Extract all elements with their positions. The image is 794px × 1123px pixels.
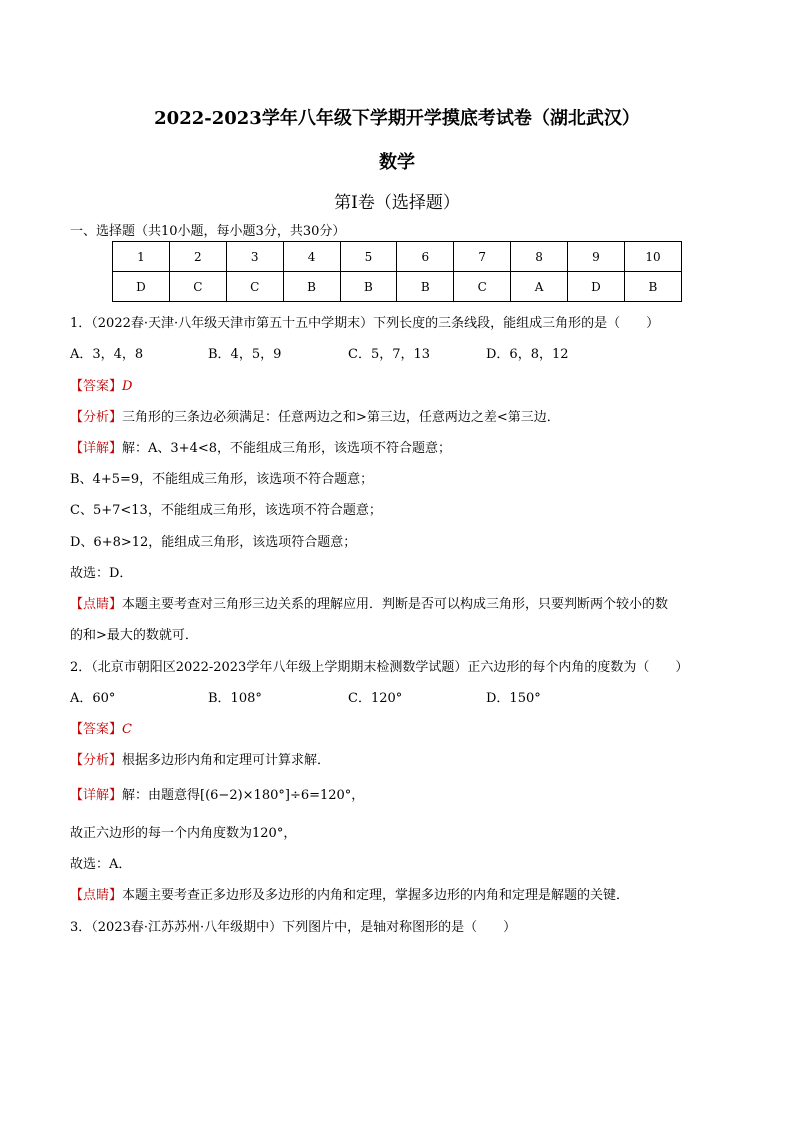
table-cell: 3 (226, 242, 283, 272)
answer-value: C (122, 722, 132, 737)
table-cell: D (568, 272, 625, 302)
detail-text: 解：A、3+4<8，不能组成三角形，该选项不符合题意； (122, 441, 452, 456)
table-cell: D (113, 272, 170, 302)
q2-comment-line-1 (70, 884, 629, 903)
q1-detail-line-4: D、6+8>12，能组成三角形，该选项符合题意； (70, 535, 357, 550)
q1-option-d: D．6，8，12 (486, 347, 569, 362)
comment-text: 本题主要考查正多边形及多边形的内角和定理，掌握多边形的内角和定理是解题的关键． (122, 888, 630, 903)
q2-option-a: A．60° (70, 691, 116, 706)
q2-analysis-line (70, 749, 330, 768)
table-cell: C (169, 272, 226, 302)
analysis-text: 根据多边形内角和定理可计算求解． (122, 753, 331, 768)
answer-tag: 【答案】 (70, 722, 123, 737)
q1-detail-line-1 (70, 437, 451, 456)
volume-heading: 第Ⅰ卷（选择题） (334, 193, 460, 213)
table-cell: 1 (113, 242, 170, 272)
table-cell: B (624, 272, 681, 302)
exam-subject: 数学 (379, 152, 415, 173)
table-cell: 5 (340, 242, 397, 272)
detail-tag: 【详解】 (70, 441, 123, 456)
answer-table-numbers-row (113, 242, 682, 272)
q1-option-a: A．3，4，8 (70, 347, 144, 362)
comment-tag: 【点睛】 (70, 888, 123, 903)
comment-text: 本题主要考查对三角形三边关系的理解应用．判断是否可以构成三角形，只要判断两个较小的数 (122, 597, 669, 612)
comment-tag: 【点睛】 (70, 597, 123, 612)
answer-tag: 【答案】 (70, 379, 123, 394)
q1-detail-line-3: C、5+7<13，不能组成三角形，该选项不符合题意； (70, 503, 382, 518)
table-cell: 9 (568, 242, 625, 272)
table-cell: A (511, 272, 568, 302)
table-cell: 4 (283, 242, 340, 272)
section-heading: 一、选择题（共10小题，每小题3分，共30分） (70, 224, 346, 239)
q2-option-c: C．120° (348, 691, 403, 706)
detail-text: 解：由题意得[(6−2)×180°]÷6=120°， (122, 788, 365, 803)
answer-table-answers-row (113, 272, 682, 302)
analysis-tag: 【分析】 (70, 753, 123, 768)
exam-title: 2022-2023学年八年级下学期开学摸底考试卷（湖北武汉） (154, 108, 640, 129)
table-cell: B (340, 272, 397, 302)
q1-option-b: B．4，5，9 (208, 347, 282, 362)
answer-table (112, 241, 682, 302)
q2-stem: 2．（北京市朝阳区2022-2023学年八年级上学期期末检测数学试题）正六边形的每个内角的度数为（ ） (70, 660, 689, 675)
q2-option-d: D．150° (486, 691, 541, 706)
table-cell: 6 (397, 242, 454, 272)
q1-comment-line-1 (70, 593, 668, 612)
q1-option-c: C．5，7，13 (348, 347, 431, 362)
table-cell: 7 (454, 242, 511, 272)
q2-answer-line (70, 718, 132, 737)
table-cell: C (454, 272, 511, 302)
table-cell: 10 (624, 242, 681, 272)
q3-stem: 3．（2023春·江苏苏州·八年级期中）下列图片中，是轴对称图形的是（ ） (70, 920, 517, 935)
q1-detail-line-5: 故选：D． (70, 566, 133, 581)
q1-analysis-line (70, 406, 560, 425)
detail-tag: 【详解】 (70, 788, 123, 803)
analysis-tag: 【分析】 (70, 410, 123, 425)
q1-answer-line (70, 375, 132, 394)
table-cell: C (226, 272, 283, 302)
q1-detail-line-2: B、4+5=9，不能组成三角形，该选项不符合题意； (70, 472, 374, 487)
table-cell: B (397, 272, 454, 302)
table-cell: B (283, 272, 340, 302)
q1-comment-line-2: 的和>最大的数就可． (70, 628, 198, 643)
table-cell: 8 (511, 242, 568, 272)
analysis-text: 三角形的三条边必须满足：任意两边之和>第三边，任意两边之差<第三边． (122, 410, 560, 425)
answer-value: D (122, 379, 133, 394)
table-cell: 2 (169, 242, 226, 272)
q2-option-b: B．108° (208, 691, 262, 706)
q2-detail-line-1 (70, 784, 364, 803)
q1-stem: 1．（2022春·天津·八年级天津市第五十五中学期末）下列长度的三条线段，能组成三角形的是（ ） (70, 316, 660, 331)
q2-detail-line-3: 故选：A． (70, 857, 132, 872)
q2-detail-line-2: 故正六边形的每一个内角度数为120°， (70, 826, 297, 841)
